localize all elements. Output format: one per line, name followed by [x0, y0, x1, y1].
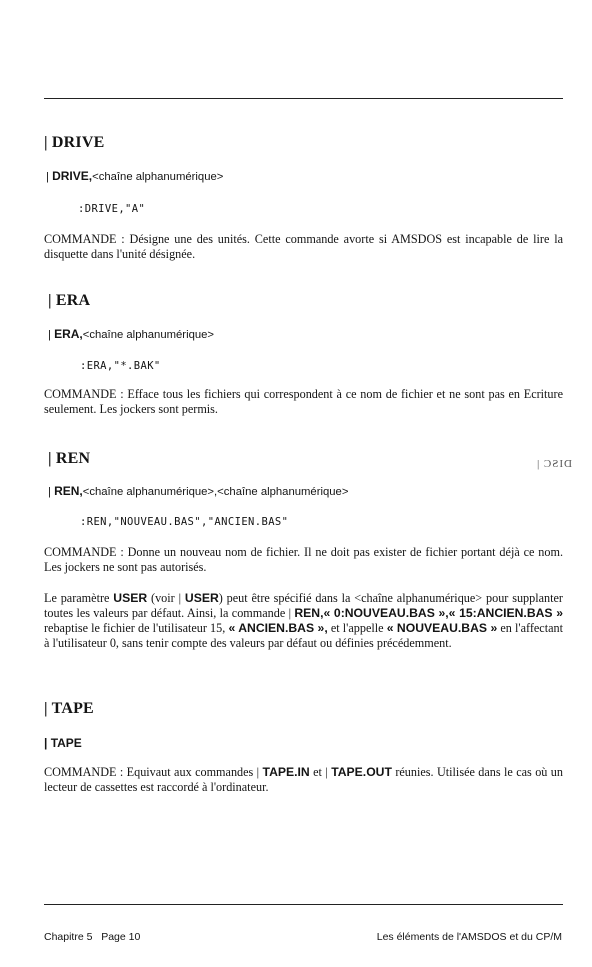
tape-heading: | TAPE: [44, 700, 94, 717]
header-rule: [44, 98, 563, 99]
old-filename: « ANCIEN.BAS »,: [228, 621, 328, 635]
drive-syntax-argument: <chaîne alphanumérique>: [92, 171, 224, 183]
ren-syntax-argument: <chaîne alphanumérique>,<chaîne alphanumérique>: [82, 486, 349, 498]
footer-chapter-title: Les éléments de l'AMSDOS et du CP/M: [376, 931, 562, 943]
new-filename: « NOUVEAU.BAS »: [386, 621, 498, 635]
drive-example: :DRIVE,"A": [78, 203, 146, 215]
era-syntax-command: ERA,: [54, 327, 83, 341]
bleed-through-text: DISC |: [535, 458, 572, 470]
tape-syntax: [44, 736, 82, 750]
ren-user-paragraph: Le paramètre USER (voir | USER) peut être spécifié dans la <chaîne alphanumérique> pour supplanter toutes les valeurs par défaut. Ainsi, la commande | REN,« 0:NOUVEAU.BAS »,« 15:ANCIEN.BAS » rebaptise le fichier de l'utilisateur 15, « ANCIEN.BAS », et l'appelle « NOUVEAU.BAS » en l'affectant à l'utilisateur 0, sans tenir compte des valeurs par défaut ou définies précédemment.: [44, 591, 563, 650]
tape-in-keyword: TAPE.IN: [262, 765, 310, 779]
era-example: :ERA,"*.BAK": [80, 360, 161, 372]
tape-syntax-command: | TAPE: [44, 736, 82, 750]
ren-syntax: | REN,<chaîne alphanumérique>,<chaîne alphanumérique>: [48, 484, 349, 498]
era-syntax-argument: <chaîne alphanumérique>: [82, 329, 215, 341]
tape-description: COMMANDE : Equivaut aux commandes | TAPE.IN et | TAPE.OUT réunies. Utilisée dans le cas où un lecteur de cassettes est raccordé à l'ordinateur.: [44, 765, 563, 794]
ren-description: COMMANDE : Donne un nouveau nom de fichier. Il ne doit pas exister de fichier portant déjà ce nom. Les jockers ne sont pas autorisés.: [44, 545, 563, 574]
ren-heading: | REN: [48, 450, 91, 467]
user-keyword: USER: [184, 591, 219, 605]
ren-syntax-command: REN,: [54, 484, 83, 498]
era-description: COMMANDE : Efface tous les fichiers qui correspondent à ce nom de fichier et ne sont pas en Ecriture seulement. Les jockers sont permis.: [44, 387, 563, 416]
footer-page-number: Chapitre 5 Page 10: [44, 931, 141, 943]
ren-example: :REN,"NOUVEAU.BAS","ANCIEN.BAS": [80, 516, 289, 528]
drive-heading: | DRIVE: [44, 134, 105, 151]
drive-description: COMMANDE : Désigne une des unités. Cette commande avorte si AMSDOS est incapable de lire la disquette dans l'unité désignée.: [44, 232, 563, 261]
tape-out-keyword: TAPE.OUT: [331, 765, 392, 779]
drive-syntax-command: DRIVE,: [52, 169, 93, 183]
era-heading: | ERA: [48, 292, 91, 309]
drive-syntax: | DRIVE,<chaîne alphanumérique>: [46, 169, 224, 183]
user-keyword: USER: [113, 591, 148, 605]
ren-example-command: REN,« 0:NOUVEAU.BAS »,« 15:ANCIEN.BAS »: [294, 606, 563, 620]
footer-rule: [44, 904, 563, 905]
era-syntax: | ERA,<chaîne alphanumérique>: [48, 327, 215, 341]
